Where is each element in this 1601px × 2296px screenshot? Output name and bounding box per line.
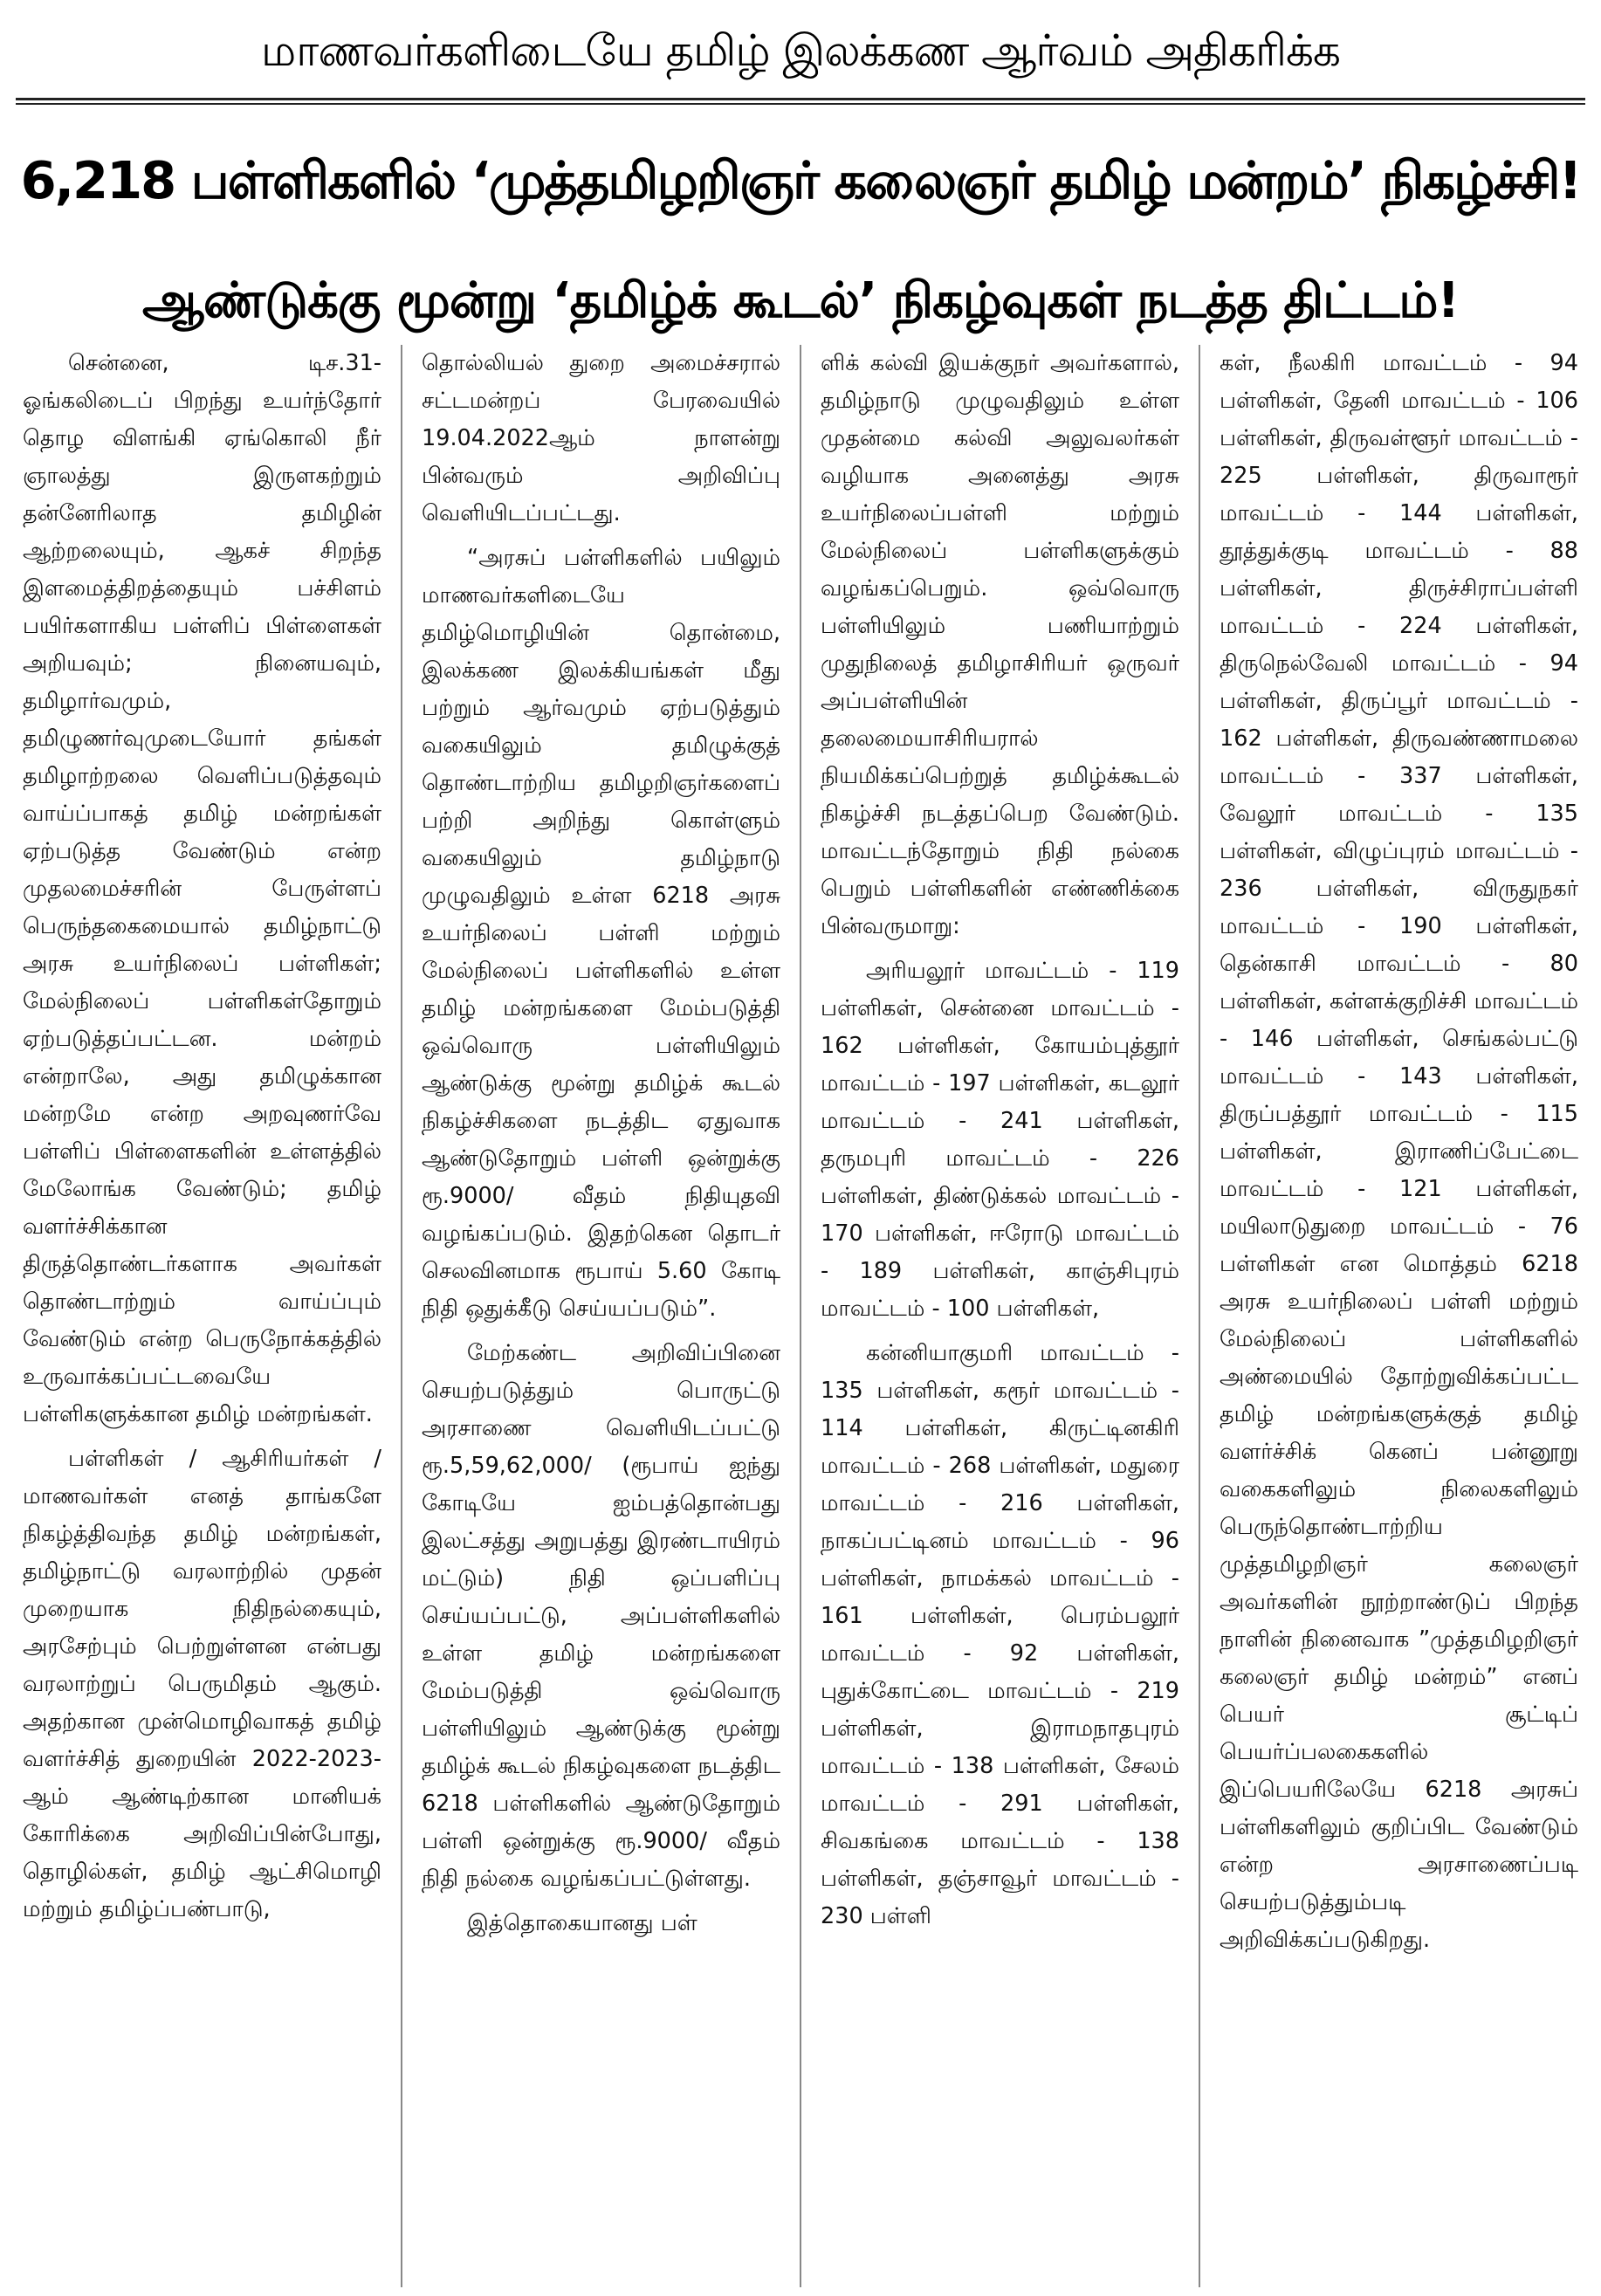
article-quote-paragraph: “அரசுப் பள்ளிகளில் பயிலும் மாணவர்களிடையே தமிழ்மொழியின் தொன்மை, இலக்கண இலக்கியங்கள் மீது பற்றும் ஆர்வமும் ஏற்படுத்தும் வகையிலும் தமிழுக்குத் தொண்டாற்றிய தமிழறிஞர்களைப் பற்றி அறிந்து கொள்ளும் வகையிலும் தமிழ்நாடு முழுவதிலும் உள்ள 6218 அரசு உயர்நிலைப் பள்ளி மற்றும் மேல்நிலைப் பள்ளிகளில் உள்ள தமிழ் மன்றங்களை மேம்படுத்தி ஒவ்வொரு பள்ளியிலும் ஆண்டுக்கு மூன்று தமிழ்க் கூடல் நிகழ்ச்சிகளை நடத்திட ஏதுவாக ஆண்டுதோறும் பள்ளி ஒன்றுக்கு ரூ.9000/ வீதம் நிதியுதவி வழங்கப்படும். இதற்கென தொடர் செலவினமாக ரூபாய் 5.60 கோடி நிதி ஒதுக்கீடு செய்யப்படும்”. <box>422 545 780 1322</box>
article-column-3 <box>801 345 1200 2287</box>
article-column-2 <box>402 345 801 2287</box>
article-paragraph: ளிக் கல்வி இயக்குநர் அவர்களால், தமிழ்நாடு முழுவதிலும் உள்ள முதன்மை கல்வி அலுவலர்கள் வழியாக அனைத்து அரசு உயர்நிலைப்பள்ளி மற்றும் மேல்நிலைப் பள்ளிகளுக்கும் வழங்கப்பெறும். ஒவ்வொரு பள்ளியிலும் பணியாற்றும் முதுநிலைத் தமிழாசிரியர் ஒருவர் அப்பள்ளியின் தலைமையாசிரியரால் நியமிக்கப்பெற்றுத் தமிழ்க்கூடல் நிகழ்ச்சி நடத்தப்பெற வேண்டும். மாவட்டந்தோறும் நிதி நல்கை பெறும் பள்ளிகளின் எண்ணிக்கை பின்வருமாறு: <box>821 350 1179 939</box>
headline-kicker: மாணவர்களிடையே தமிழ் இலக்கண ஆர்வம் அதிகரிக்க <box>261 25 1340 76</box>
article-paragraph: சென்னை, டிச.31- ஓங்கலிடைப் பிறந்து உயர்ந்தோர் தொழ விளங்கி ஏங்கொலி நீர் ஞாலத்து இருளகற்றும் தன்னேரிலாத தமிழின் ஆற்றலையும், ஆகச் சிறந்த இளமைத்திறத்தையும் பச்சிளம் பயிர்களாகிய பள்ளிப் பிள்ளைகள் அறியவும்; நினையவும், தமிழார்வமும், தமிழுணர்வுமுடையோர் தங்கள் தமிழாற்றலை வெளிப்படுத்தவும் வாய்ப்பாகத் தமிழ் மன்றங்கள் ஏற்படுத்த வேண்டும் என்ற முதலமைச்சரின் பேருள்ளப் பெருந்தகைமையால் தமிழ்நாட்டு அரசு உயர்நிலைப் பள்ளிகள்; மேல்நிலைப் பள்ளிகள்தோறும் ஏற்படுத்தப்பட்டன. மன்றம் என்றாலே, அது தமிழுக்கான மன்றமே என்ற அறவுணர்வே பள்ளிப் பிள்ளைகளின் உள்ளத்தில் மேலோங்க வேண்டும்; தமிழ் வளர்ச்சிக்கான திருத்தொண்டர்களாக அவர்கள் தொண்டாற்றும் வாய்ப்பும் வேண்டும் என்ற பெருநோக்கத்தில் உருவாக்கப்பட்டவையே பள்ளிகளுக்கான தமிழ் மன்றங்கள். <box>23 350 381 1427</box>
headline-rule-thin <box>16 103 1585 105</box>
district-list-paragraph: கள், நீலகிரி மாவட்டம் - 94 பள்ளிகள், தேனி மாவட்டம் - 106 பள்ளிகள், திருவள்ளூர் மாவட்டம் - 225 பள்ளிகள், திருவாரூர் மாவட்டம் - 144 பள்ளிகள், தூத்துக்குடி மாவட்டம் - 88 பள்ளிகள், திருச்சிராப்பள்ளி மாவட்டம் - 224 பள்ளிகள், திருநெல்வேலி மாவட்டம் - 94 பள்ளிகள், திருப்பூர் மாவட்டம் - 162 பள்ளிகள், திருவண்ணாமலை மாவட்டம் - 337 பள்ளிகள், வேலூர் மாவட்டம் - 135 பள்ளிகள், விழுப்புரம் மாவட்டம் - 236 பள்ளிகள், விருதுநகர் மாவட்டம் - 190 பள்ளிகள், தென்காசி மாவட்டம் - 80 பள்ளிகள், கள்ளக்குறிச்சி மாவட்டம் - 146 பள்ளிகள், செங்கல்பட்டு மாவட்டம் - 143 பள்ளிகள், திருப்பத்தூர் மாவட்டம் - 115 பள்ளிகள், இராணிப்பேட்டை மாவட்டம் - 121 பள்ளிகள், மயிலாடுதுறை மாவட்டம் - 76 பள்ளிகள் என மொத்தம் 6218 அரசு உயர்நிலைப் பள்ளி மற்றும் மேல்நிலைப் பள்ளிகளில் அண்மையில் தோற்றுவிக்கப்பட்ட தமிழ் மன்றங்களுக்குத் தமிழ் வளர்ச்சிக் கெனப் பன்னூறு வகைகளிலும் நிலைகளிலும் பெருந்தொண்டாற்றிய முத்தமிழறிஞர் கலைஞர் அவர்களின் நூற்றாண்டுப் பிறந்த நாளின் நினைவாக ”முத்தமிழறிஞர் கலைஞர் தமிழ் மன்றம்” எனப் பெயர் சூட்டிப் பெயர்ப்பலகைகளில் இப்பெயரிலேயே 6218 அரசுப் பள்ளிகளிலும் குறிப்பிட வேண்டும் என்ற அரசாணைப்படி செயற்படுத்தும்படி அறிவிக்கப்படுகிறது. <box>1220 350 1578 1953</box>
article-paragraph: இத்தொகையானது பள் <box>467 1910 697 1936</box>
headline-subtitle: ஆண்டுக்கு மூன்று ‘தமிழ்க் கூடல்’ நிகழ்வுகள் நடத்த திட்டம்! <box>142 272 1459 329</box>
article-column-4 <box>1200 345 1585 2287</box>
district-list-paragraph: கன்னியாகுமரி மாவட்டம் - 135 பள்ளிகள், கரூர் மாவட்டம் - 114 பள்ளிகள், கிருட்டினகிரி மாவட்டம் - 268 பள்ளிகள், மதுரை மாவட்டம் - 216 பள்ளிகள், நாகப்பட்டினம் மாவட்டம் - 96 பள்ளிகள், நாமக்கல் மாவட்டம் - 161 பள்ளிகள், பெரம்பலூர் மாவட்டம் - 92 பள்ளிகள், புதுக்கோட்டை மாவட்டம் - 219 பள்ளிகள், இராமநாதபுரம் மாவட்டம் - 138 பள்ளிகள், சேலம் மாவட்டம் - 291 பள்ளிகள், சிவகங்கை மாவட்டம் - 138 பள்ளிகள், தஞ்சாவூர் மாவட்டம் - 230 பள்ளி <box>821 1340 1179 1929</box>
article-body <box>16 345 1585 2287</box>
headline-rule <box>16 98 1585 100</box>
article-column-1 <box>16 345 402 2287</box>
district-list-paragraph: அரியலூர் மாவட்டம் - 119 பள்ளிகள், சென்னை மாவட்டம் - 162 பள்ளிகள், கோயம்புத்தூர் மாவட்டம் - 197 பள்ளிகள், கடலூர் மாவட்டம் - 241 பள்ளிகள், தருமபுரி மாவட்டம் - 226 பள்ளிகள், திண்டுக்கல் மாவட்டம் - 170 பள்ளிகள், ஈரோடு மாவட்டம் - 189 பள்ளிகள், காஞ்சிபுரம் மாவட்டம் - 100 பள்ளிகள், <box>821 958 1179 1322</box>
headline-title: 6,218 பள்ளிகளில் ‘முத்தமிழறிஞர் கலைஞர் தமிழ் மன்றம்’ நிகழ்ச்சி! <box>20 150 1581 210</box>
article-paragraph: தொல்லியல் துறை அமைச்சரால் சட்டமன்றப் பேரவையில் 19.04.2022ஆம் நாளன்று பின்வரும் அறிவிப்பு வெளியிடப்பட்டது. <box>422 350 780 526</box>
article-paragraph: பள்ளிகள் / ஆசிரியர்கள் / மாணவர்கள் எனத் தாங்களே நிகழ்த்திவந்த தமிழ் மன்றங்கள், தமிழ்நாட்டு வரலாற்றில் முதன் முறையாக நிதிநல்கையும், அரசேற்பும் பெற்றுள்ளன என்பது வரலாற்றுப் பெருமிதம் ஆகும். அதற்கான முன்மொழிவாகத் தமிழ் வளர்ச்சித் துறையின் 2022-2023-ஆம் ஆண்டிற்கான மானியக் கோரிக்கை அறிவிப்பின்போது, தொழில்கள், தமிழ் ஆட்சிமொழி மற்றும் தமிழ்ப்பண்பாடு, <box>23 1446 381 1922</box>
article-paragraph: மேற்கண்ட அறிவிப்பினை செயற்படுத்தும் பொருட்டு அரசாணை வெளியிடப்பட்டு ரூ.5,59,62,000/ (ரூபாய் ஐந்து கோடியே ஐம்பத்தொன்பது இலட்சத்து அறுபத்து இரண்டாயிரம் மட்டும்) நிதி ஒப்பளிப்பு செய்யப்பட்டு, அப்பள்ளிகளில் உள்ள தமிழ் மன்றங்களை மேம்படுத்தி ஒவ்வொரு பள்ளியிலும் ஆண்டுக்கு மூன்று தமிழ்க் கூடல் நிகழ்வுகளை நடத்திட 6218 பள்ளிகளில் ஆண்டுதோறும் பள்ளி ஒன்றுக்கு ரூ.9000/ வீதம் நிதி நல்கை வழங்கப்பட்டுள்ளது. <box>422 1340 780 1892</box>
